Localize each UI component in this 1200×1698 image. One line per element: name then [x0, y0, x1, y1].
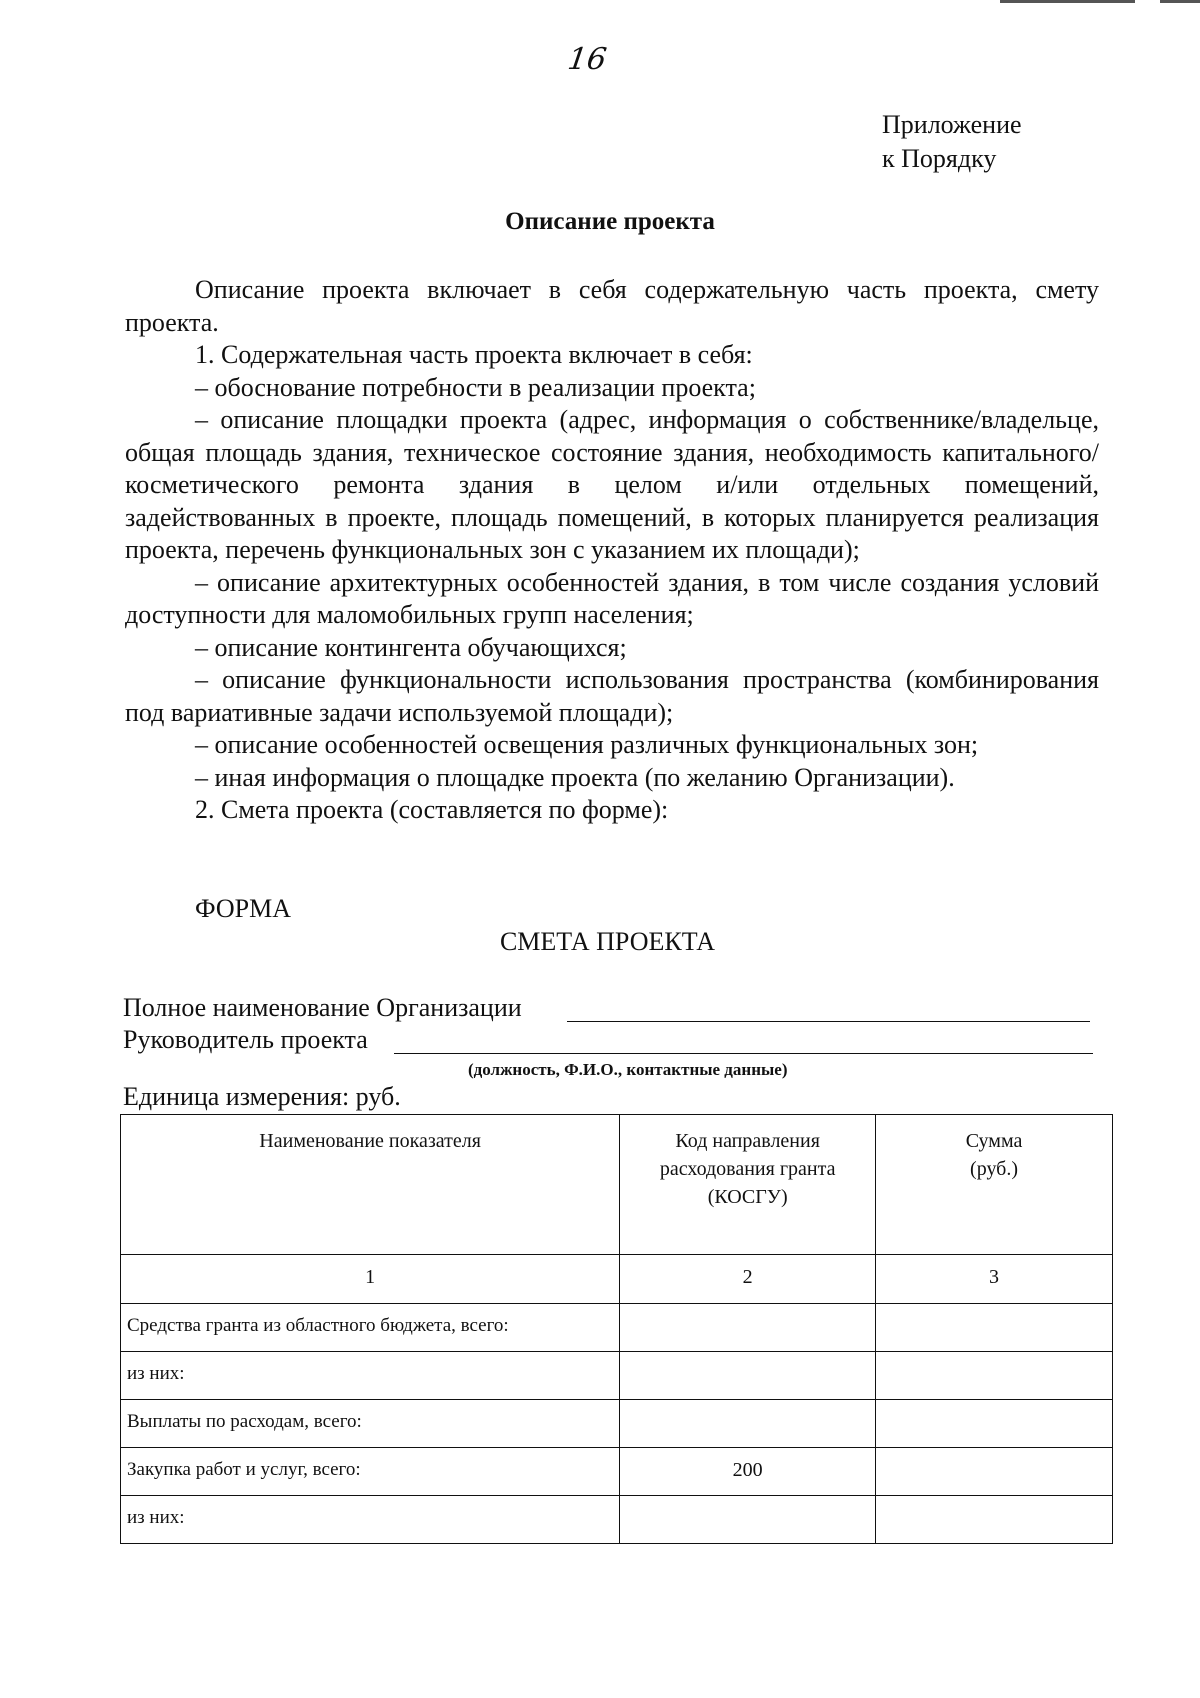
- paragraph: Описание проекта включает в себя содержательную часть проекта, смету проекта.: [125, 275, 1099, 337]
- list-item: – описание функциональности использования пространства (комбинирования под вариативные задачи используемой площади);: [125, 665, 1099, 727]
- header-indicator-name: Наименование показателя: [121, 1115, 620, 1255]
- table-row: [121, 1352, 1113, 1400]
- row-sum-cell[interactable]: [876, 1496, 1113, 1544]
- head-field-label: Руководитель проекта: [123, 1025, 368, 1054]
- list-item: – описание контингента обучающихся;: [195, 632, 627, 662]
- row-name: Средства гранта из областного бюджета, всего:: [121, 1304, 620, 1352]
- row-sum-cell[interactable]: [876, 1448, 1113, 1496]
- page-number: 16: [565, 42, 609, 77]
- form-label: ФОРМА: [195, 894, 291, 923]
- row-code-cell[interactable]: 200: [620, 1448, 876, 1496]
- list-item: – описание особенностей освещения различных функциональных зон;: [195, 730, 979, 759]
- org-field-label: Полное наименование Организации: [123, 993, 522, 1022]
- list-item: – обоснование потребности в реализации проекта;: [195, 372, 756, 402]
- row-code-cell[interactable]: [620, 1352, 876, 1400]
- table-row: [121, 1448, 1113, 1496]
- row-sum-cell[interactable]: [876, 1304, 1113, 1352]
- unit-label: Единица измерения: руб.: [123, 1082, 401, 1111]
- attachment-line-2: к Порядку: [882, 144, 997, 173]
- table-row: [121, 1304, 1113, 1352]
- header-kosgu-code: Код направления расходования гранта (КОСГУ): [620, 1115, 876, 1255]
- page-title: Описание проекта: [505, 208, 715, 235]
- description-body: [125, 274, 1099, 827]
- attachment-line-1: Приложение: [882, 110, 1022, 139]
- form-title: СМЕТА ПРОЕКТА: [499, 927, 716, 956]
- row-name: из них:: [121, 1496, 620, 1544]
- head-field-line[interactable]: [394, 1053, 1093, 1054]
- org-field-line[interactable]: [567, 1021, 1090, 1022]
- row-code-cell[interactable]: [620, 1496, 876, 1544]
- row-name: Выплаты по расходам, всего:: [121, 1400, 620, 1448]
- row-name: из них:: [121, 1352, 620, 1400]
- scan-artifact: [1160, 0, 1200, 3]
- row-code-cell[interactable]: [620, 1400, 876, 1448]
- paragraph: 1. Содержательная часть проекта включает в себя:: [195, 340, 753, 369]
- column-number: 3: [876, 1255, 1113, 1304]
- table-row: [121, 1400, 1113, 1448]
- column-number-row: [121, 1255, 1113, 1304]
- paragraph: 2. Смета проекта (составляется по форме):: [195, 795, 669, 824]
- list-item: – описание площадки проекта (адрес, информация о собственнике/владельце, общая площадь здания, техническое состояние здания, необходимость капитального/косметического ремонта здания в целом и/или отдельных помещений, задействованных в проекте, площадь помещений, в которых планируется реализация проекта, перечень функциональных зон с указанием их площади);: [125, 405, 1099, 564]
- header-sum: Сумма (руб.): [876, 1115, 1113, 1255]
- scan-artifact: [1000, 0, 1135, 3]
- row-code-cell[interactable]: [620, 1304, 876, 1352]
- row-name: Закупка работ и услуг, всего:: [121, 1448, 620, 1496]
- head-field-caption: (должность, Ф.И.О., контактные данные): [468, 1060, 788, 1079]
- column-number: 2: [620, 1255, 876, 1304]
- attachment-note: [882, 108, 1022, 176]
- row-sum-cell[interactable]: [876, 1352, 1113, 1400]
- column-number: 1: [121, 1255, 620, 1304]
- list-item: – иная информация о площадке проекта (по желанию Организации).: [195, 762, 955, 792]
- list-item: – описание архитектурных особенностей здания, в том числе создания условий доступности для маломобильных групп населения;: [125, 567, 1099, 629]
- table-row: [121, 1496, 1113, 1544]
- estimate-table: [120, 1114, 1113, 1544]
- row-sum-cell[interactable]: [876, 1400, 1113, 1448]
- table-header-row: [121, 1115, 1113, 1255]
